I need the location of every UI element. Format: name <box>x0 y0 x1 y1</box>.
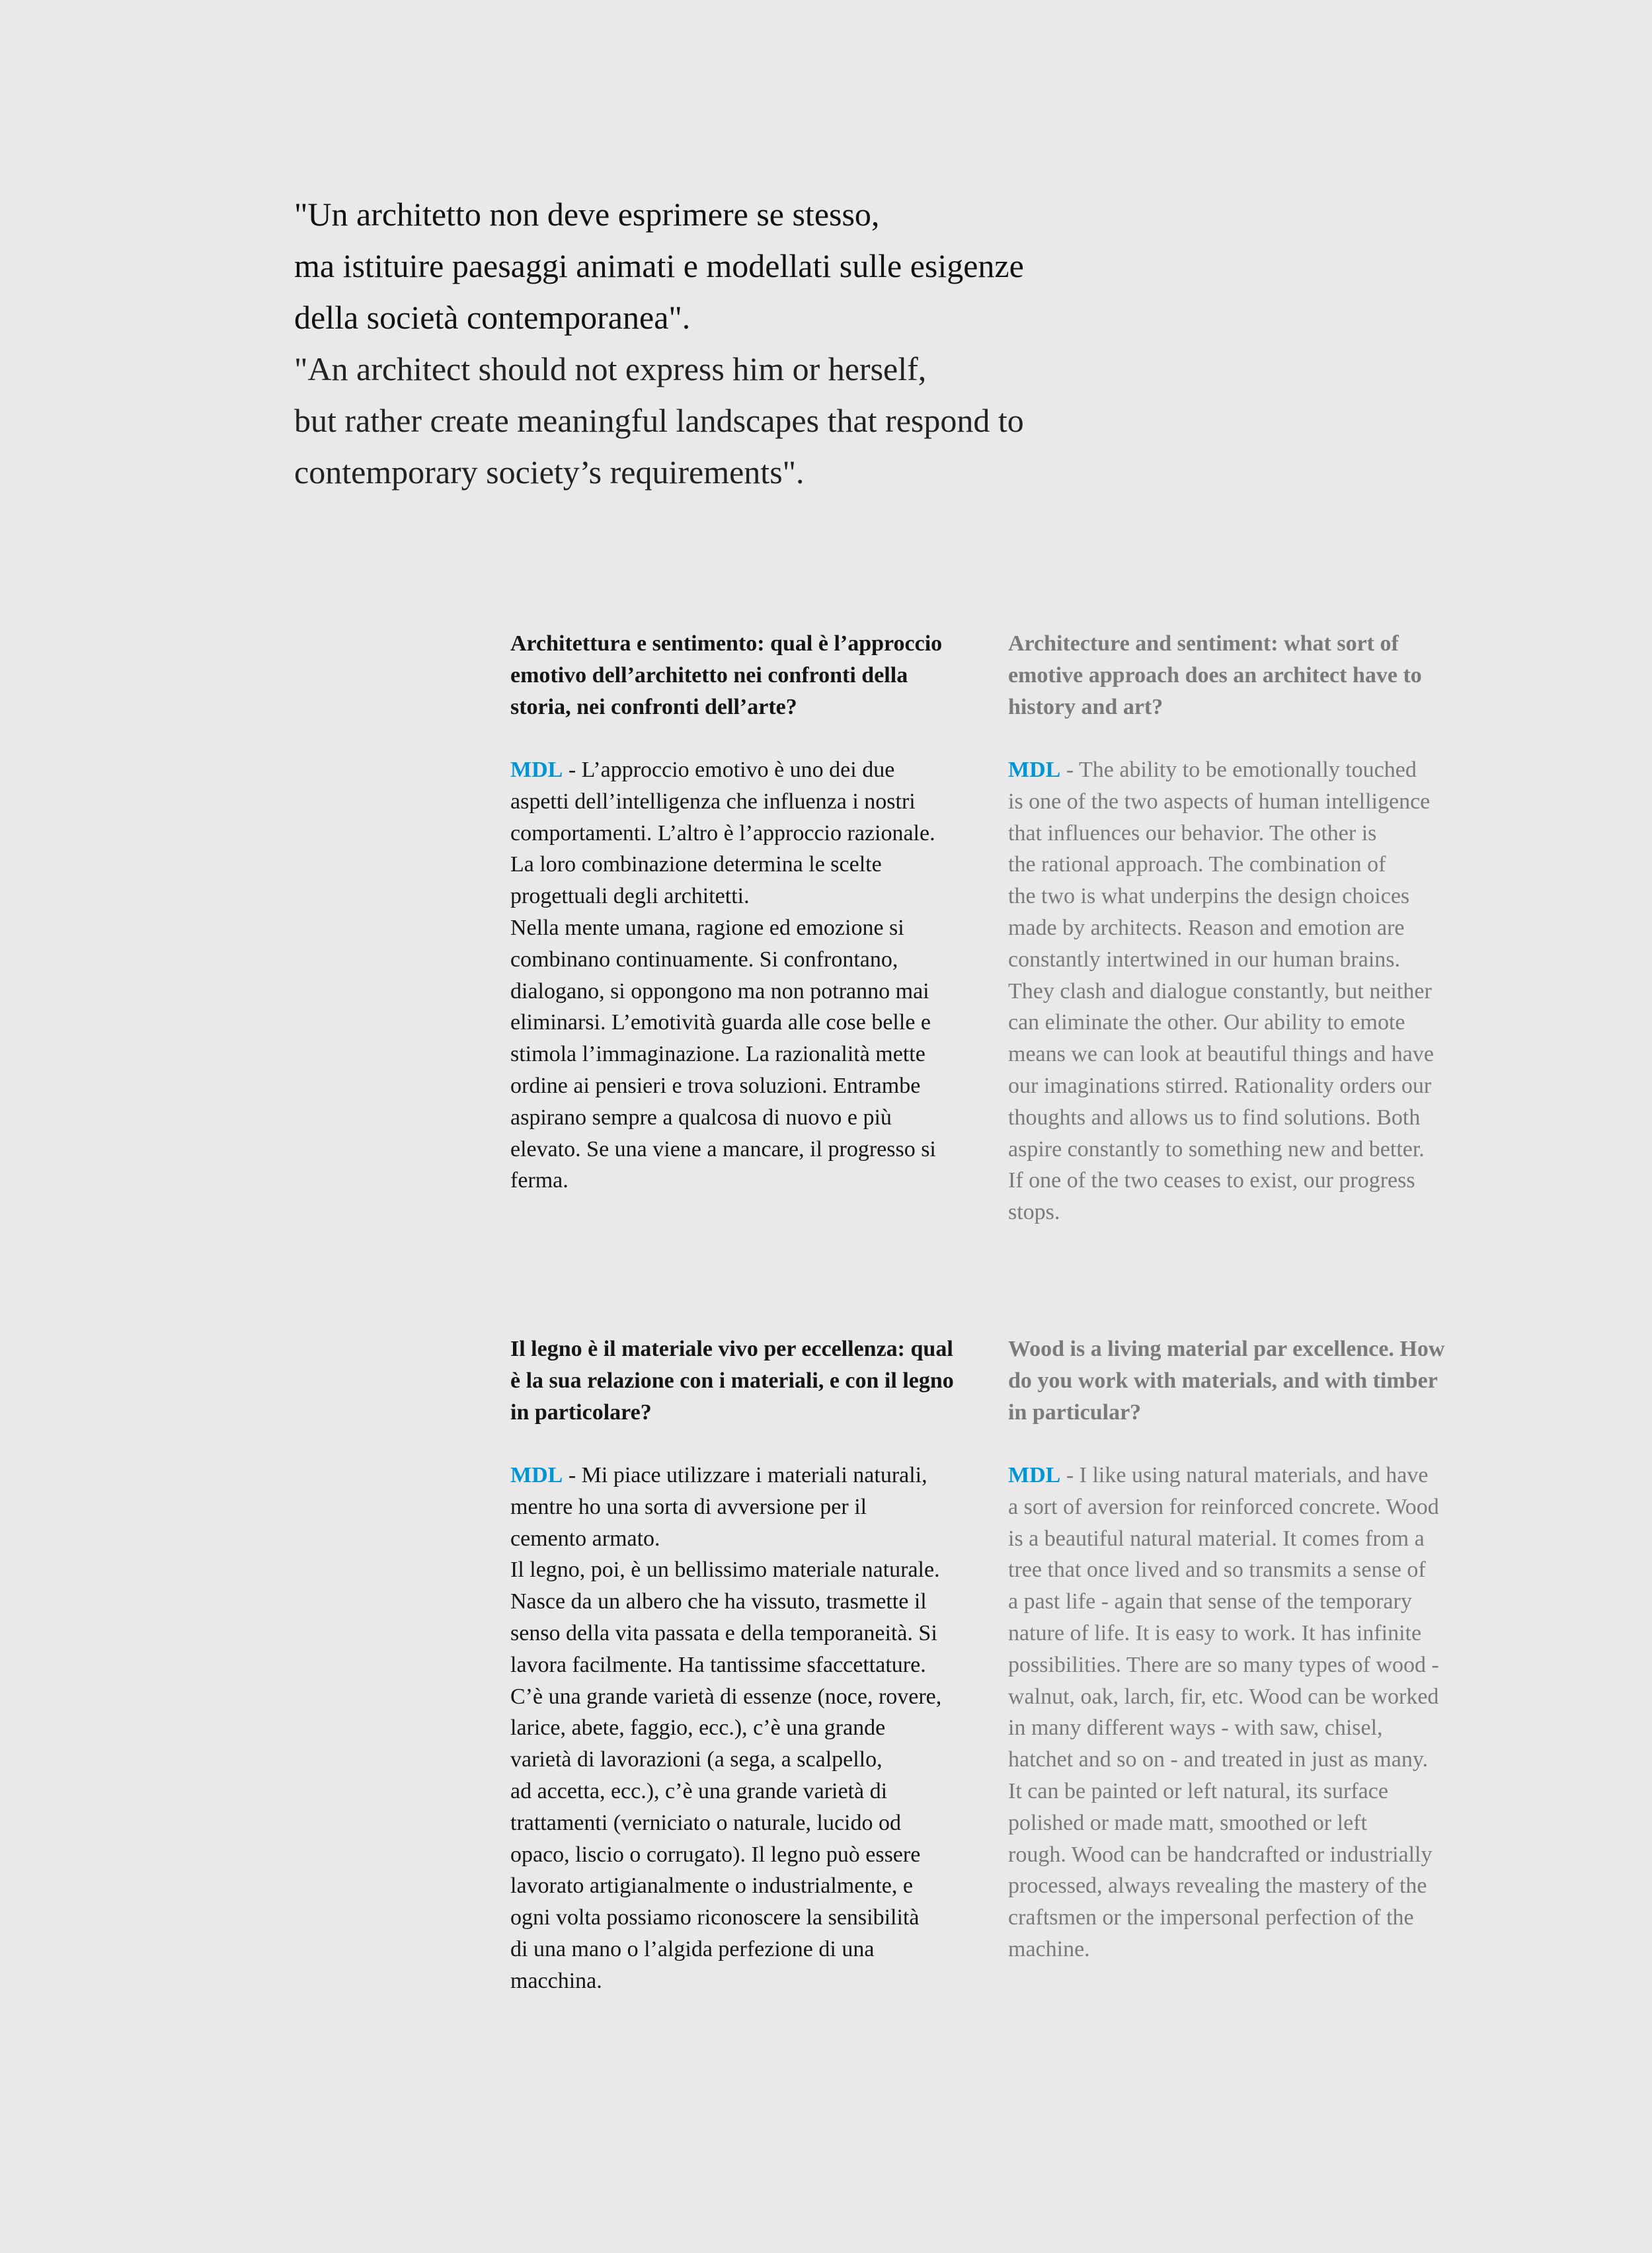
question-line: Il legno è il materiale vivo per eccellenza: qual <box>510 1337 953 1361</box>
answer-line: lavora facilmente. Ha tantissime sfaccettature. <box>510 1652 926 1677</box>
answer-line: stops. <box>1008 1200 1060 1225</box>
quote-italian <box>294 188 1024 343</box>
answer-line: opaco, liscio o corrugato). Il legno può essere <box>510 1842 921 1867</box>
answer-line: ogni volta possiamo riconoscere la sensibilità <box>510 1905 920 1930</box>
epigraph-quote <box>294 188 1024 498</box>
quote-line: contemporary society’s requirements". <box>294 454 805 491</box>
answer-line: La loro combinazione determina le scelte <box>510 852 882 877</box>
answer-line: Il legno, poi, è un bellissimo materiale naturale. <box>510 1558 940 1583</box>
answer-line: thoughts and allows us to find solutions. Both <box>1008 1105 1421 1130</box>
quote-line: but rather create meaningful landscapes that respond to <box>294 402 1024 439</box>
answer-text: - I like using natural materials, and have <box>1060 1463 1429 1487</box>
italian-answer <box>510 1460 941 1997</box>
answer-line: aspirano sempre a qualcosa di nuovo e più <box>510 1105 892 1130</box>
speaker-label: MDL <box>510 758 563 782</box>
answer-text: - The ability to be emotionally touched <box>1060 758 1417 782</box>
answer-line: ad accetta, ecc.), c’è una grande varietà di <box>510 1778 888 1803</box>
answer-line: is a beautiful natural material. It comes from a <box>1008 1526 1425 1551</box>
question-line: Wood is a living material par excellence. How <box>1008 1337 1445 1361</box>
italian-question <box>510 1333 954 1428</box>
speaker-label: MDL <box>510 1463 563 1487</box>
answer-line: processed, always revealing the mastery of the <box>1008 1874 1427 1899</box>
quote-line: "Un architetto non deve esprimere se stesso, <box>294 196 880 233</box>
answer-line: constantly intertwined in our human brains. <box>1008 947 1400 972</box>
answer-line: the two is what underpins the design choices <box>1008 884 1410 909</box>
answer-line: cemento armato. <box>510 1526 660 1551</box>
answer-line: hatchet and so on - and treated in just as many. <box>1008 1747 1429 1772</box>
answer-line: means we can look at beautiful things and have <box>1008 1042 1434 1067</box>
answer-line: lavorato artigianalmente o industrialmente, e <box>510 1874 913 1899</box>
answer-line: a sort of aversion for reinforced concrete. Wood <box>1008 1494 1439 1519</box>
answer-line: dialogano, si oppongono ma non potranno mai <box>510 978 929 1004</box>
answer-line: in many different ways - with saw, chisel, <box>1008 1716 1383 1741</box>
answer-line: can eliminate the other. Our ability to emote <box>1008 1010 1405 1035</box>
question-line: history and art? <box>1008 694 1163 719</box>
quote-english <box>294 343 1024 498</box>
answer-line: comportamenti. L’altro è l’approccio razionale. <box>510 820 935 846</box>
english-question <box>1008 628 1422 723</box>
answer-line: eliminarsi. L’emotività guarda alle cose belle e <box>510 1010 931 1035</box>
answer-line: trattamenti (verniciato o naturale, lucido od <box>510 1810 901 1835</box>
answer-line: walnut, oak, larch, fir, etc. Wood can be worked <box>1008 1684 1439 1709</box>
answer-line: possibilities. There are so many types of wood - <box>1008 1652 1439 1677</box>
question-line: do you work with materials, and with timber <box>1008 1368 1438 1393</box>
question-line: Architettura e sentimento: qual è l’approccio <box>510 631 943 656</box>
english-answer <box>1008 754 1434 1228</box>
answer-line: nature of life. It is easy to work. It has infinite <box>1008 1620 1422 1645</box>
answer-line: They clash and dialogue constantly, but neither <box>1008 978 1432 1004</box>
answer-line: Nella mente umana, ragione ed emozione si <box>510 915 904 940</box>
question-line: Architecture and sentiment: what sort of <box>1008 631 1399 656</box>
answer-line: mentre ho una sorta di avversione per il <box>510 1494 867 1519</box>
answer-line: macchina. <box>510 1968 602 1993</box>
answer-line: aspetti dell’intelligenza che influenza i nostri <box>510 789 916 814</box>
question-line: è la sua relazione con i materiali, e con il legno <box>510 1368 954 1393</box>
answer-line: ordine ai pensieri e trova soluzioni. Entrambe <box>510 1073 921 1098</box>
question-line: emotivo dell’architetto nei confronti della <box>510 662 908 688</box>
answer-line: elevato. Se una viene a mancare, il progresso si <box>510 1136 936 1162</box>
answer-line: polished or made matt, smoothed or left <box>1008 1810 1367 1835</box>
quote-line: "An architect should not express him or herself, <box>294 350 927 387</box>
answer-text: - Mi piace utilizzare i materiali naturali, <box>563 1463 927 1487</box>
answer-line: If one of the two ceases to exist, our progress <box>1008 1168 1415 1193</box>
answer-line: senso della vita passata e della temporaneità. Si <box>510 1620 937 1645</box>
answer-line: that influences our behavior. The other is <box>1008 820 1377 846</box>
speaker-label: MDL <box>1008 758 1061 782</box>
answer-line: our imaginations stirred. Rationality orders our <box>1008 1073 1432 1098</box>
answer-line: progettuali degli architetti. <box>510 884 750 909</box>
answer-line: It can be painted or left natural, its surface <box>1008 1778 1388 1803</box>
answer-line: varietà di lavorazioni (a sega, a scalpello, <box>510 1747 883 1772</box>
answer-line <box>1008 754 1434 786</box>
answer-line: is one of the two aspects of human intelligence <box>1008 789 1431 814</box>
answer-line: combinano continuamente. Si confrontano, <box>510 947 898 972</box>
question-line: emotive approach does an architect have to <box>1008 662 1422 688</box>
italian-question <box>510 628 942 723</box>
answer-line: di una mano o l’algida perfezione di una <box>510 1936 875 1961</box>
answer-line: C’è una grande varietà di essenze (noce, rovere, <box>510 1684 942 1709</box>
quote-line: ma istituire paesaggi animati e modellati sulle esigenze <box>294 247 1024 284</box>
answer-line: rough. Wood can be handcrafted or industrially <box>1008 1842 1433 1867</box>
english-question <box>1008 1333 1444 1428</box>
answer-line: tree that once lived and so transmits a sense of <box>1008 1558 1426 1583</box>
answer-line <box>510 754 936 786</box>
answer-line: the rational approach. The combination of <box>1008 852 1386 877</box>
question-line: in particular? <box>1008 1400 1142 1425</box>
answer-line: stimola l’immaginazione. La razionalità mette <box>510 1042 925 1067</box>
answer-line: Nasce da un albero che ha vissuto, trasmette il <box>510 1589 927 1614</box>
answer-line: larice, abete, faggio, ecc.), c’è una grande <box>510 1716 886 1741</box>
italian-answer <box>510 754 936 1197</box>
answer-line: craftsmen or the impersonal perfection of the <box>1008 1905 1414 1930</box>
answer-line: machine. <box>1008 1936 1090 1961</box>
answer-line: a past life - again that sense of the temporary <box>1008 1589 1412 1614</box>
answer-line <box>510 1460 941 1491</box>
answer-line: made by architects. Reason and emotion are <box>1008 915 1405 940</box>
question-line: in particolare? <box>510 1400 652 1425</box>
answer-line: ferma. <box>510 1168 569 1193</box>
english-answer <box>1008 1460 1439 1965</box>
speaker-label: MDL <box>1008 1463 1061 1487</box>
answer-line <box>1008 1460 1439 1491</box>
question-line: storia, nei confronti dell’arte? <box>510 694 797 719</box>
answer-line: aspire constantly to something new and better. <box>1008 1136 1425 1162</box>
answer-text: - L’approccio emotivo è uno dei due <box>563 758 895 782</box>
quote-line: della società contemporanea". <box>294 299 691 336</box>
